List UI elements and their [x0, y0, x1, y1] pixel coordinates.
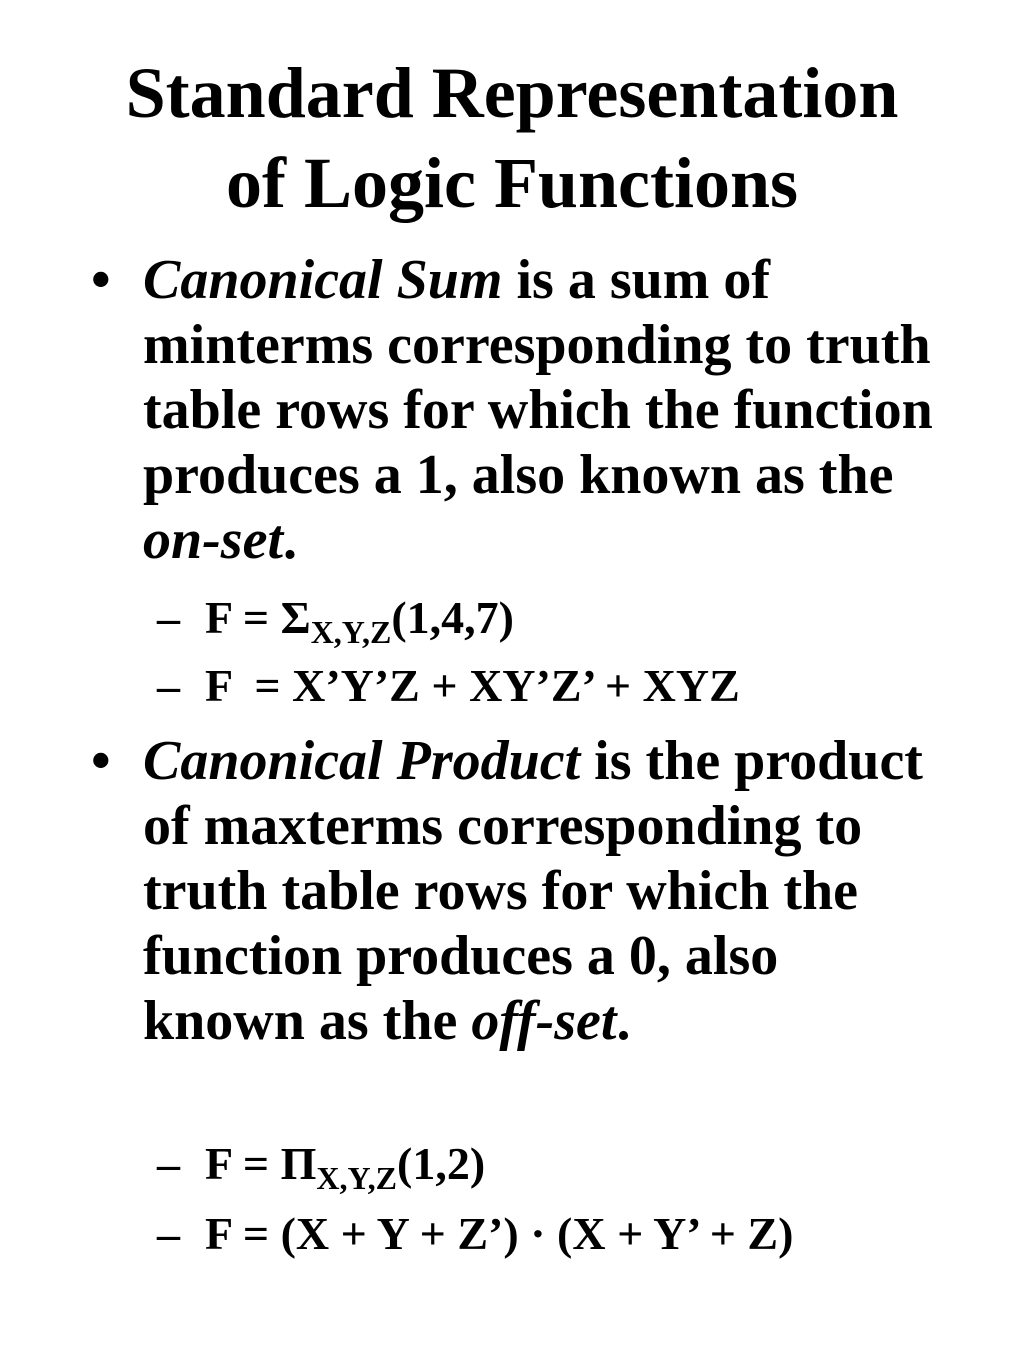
dash-marker: – — [157, 1208, 180, 1259]
product-notation — [157, 1135, 486, 1196]
bullet-text-end: . — [616, 990, 631, 1052]
sum-expression — [157, 657, 740, 715]
bullet-text: is a sum of minterms corresponding to truth table rows for which the function produces a 1, also known as the — [143, 249, 933, 506]
product-prefix: F = Π — [205, 1138, 317, 1189]
bullet-marker: • — [91, 730, 111, 792]
bullet-text-end: . — [283, 509, 297, 571]
term-off-set: off-set — [471, 990, 617, 1052]
product-subscript: X,Y,Z — [316, 1160, 398, 1196]
slide-title-line-2: of Logic Functions — [225, 143, 799, 223]
term-canonical-sum: Canonical Sum — [143, 249, 503, 311]
bullet-canonical-sum — [91, 248, 943, 573]
dash-marker: – — [157, 592, 180, 643]
term-on-set: on-set — [143, 509, 283, 571]
product-expression — [157, 1205, 794, 1263]
slide-title — [40, 48, 984, 228]
product-maxterms: (1,2) — [397, 1138, 486, 1189]
product-expression-text: F = (X + Y + Z’) · (X + Y’ + Z) — [205, 1208, 794, 1259]
sum-expression-text: F = X’Y’Z + XY’Z’ + XYZ — [205, 660, 740, 711]
term-canonical-product: Canonical Product — [143, 730, 581, 792]
sum-subscript: X,Y,Z — [310, 614, 392, 650]
dash-marker: – — [157, 660, 180, 711]
bullet-marker: • — [91, 249, 111, 311]
sum-minterms: (1,4,7) — [391, 592, 514, 643]
sum-notation — [157, 589, 514, 650]
sum-prefix: F = Σ — [205, 592, 311, 643]
bullet-text: is the product of maxterms corresponding to truth table rows for which the function produces a 0, also known as the — [143, 730, 923, 1052]
dash-marker: – — [157, 1138, 180, 1189]
bullet-canonical-product — [91, 729, 943, 1054]
slide-title-line-1: Standard Representation — [125, 53, 899, 133]
